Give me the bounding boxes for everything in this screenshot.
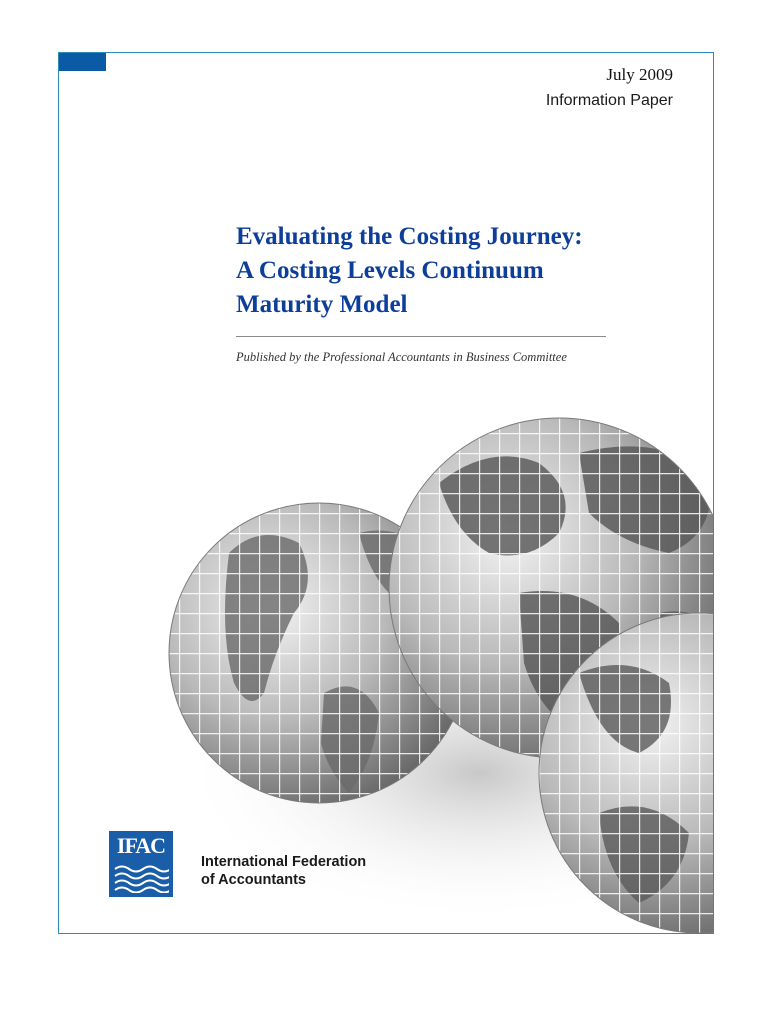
- ifac-logo: [109, 831, 173, 897]
- organization-name: [201, 853, 366, 889]
- cover-page: [58, 52, 714, 934]
- globes-icon: [59, 53, 714, 934]
- title-line-1: Evaluating the Costing Journey:: [236, 223, 583, 250]
- title-divider: [236, 336, 606, 337]
- title-line-3: Maturity Model: [236, 291, 408, 318]
- org-name-line-1: International Federation: [201, 854, 367, 870]
- org-name-line-2: of Accountants: [201, 872, 306, 888]
- document-title: [236, 220, 696, 322]
- publication-date: July 2009: [606, 65, 673, 84]
- logo-text: IFAC: [116, 833, 166, 858]
- document-type: Information Paper: [545, 92, 673, 109]
- title-line-2: A Costing Levels Continuum: [236, 257, 544, 284]
- publisher-line: Published by the Professional Accountants in Business Committee: [236, 350, 567, 364]
- waves-icon: [113, 863, 169, 893]
